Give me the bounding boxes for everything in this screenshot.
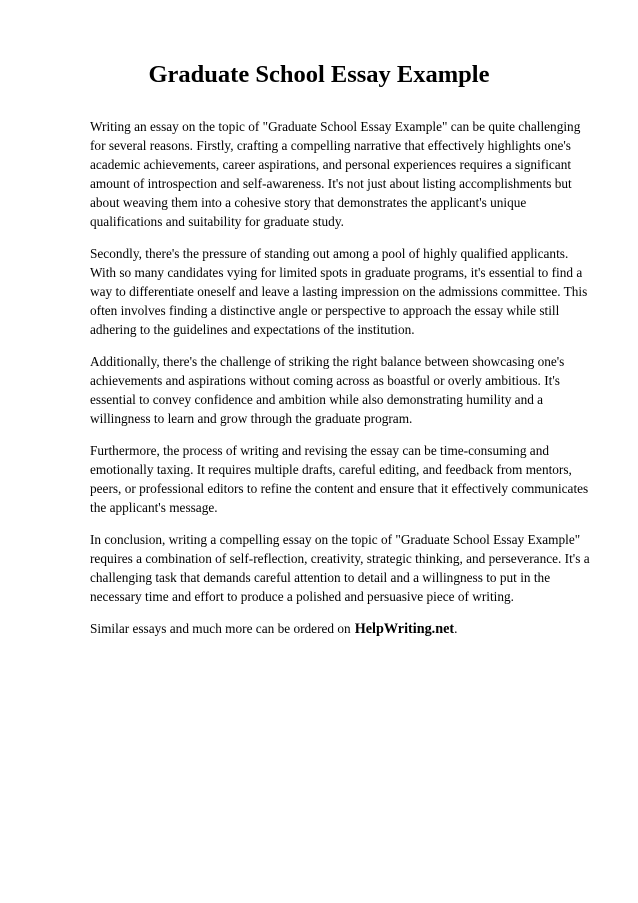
paragraph-intro: Writing an essay on the topic of "Graduate School Essay Example" can be quite challenging for several reasons. Firstly, crafting a compelling narrative that effectively highlights one's academic achievements, career aspirations, and personal experiences requires a significant amount of introspection and self-awareness. It's not just about listing accomplishments but about weaving them into a cohesive story that demonstrates the applicant's unique qualifications and suitability for graduate study. — [90, 119, 581, 229]
closing-text: Similar essays and much more can be ordered on — [90, 621, 351, 636]
document-title: Graduate School Essay Example — [148, 61, 490, 88]
closing-suffix: . — [454, 621, 458, 636]
helpwriting-link[interactable]: HelpWriting.net — [354, 621, 455, 637]
paragraph-revising: Furthermore, the process of writing and revising the essay can be time-consuming and emotionally taxing. It requires multiple drafts, careful editing, and feedback from mentors, peers, or professional editors to refine the content and ensure that it effectively communicates the applicant's message. — [90, 443, 589, 515]
paragraph-standing-out: Secondly, there's the pressure of standing out among a pool of highly qualified applicants. With so many candidates vying for limited spots in graduate programs, it's essential to find a way to differentiate oneself and leave a lasting impression on the admissions committee. This often involves finding a distinctive angle or perspective to approach the essay while still adhering to the guidelines and expectations of the institution. — [90, 246, 588, 337]
paragraph-conclusion: In conclusion, writing a compelling essay on the topic of "Graduate School Essay Example" requires a combination of self-reflection, creativity, strategic thinking, and perseverance. It's a challenging task that demands careful attention to detail and a willingness to put in the necessary time and effort to produce a polished and persuasive piece of writing. — [90, 532, 590, 604]
closing-line — [90, 619, 592, 639]
paragraph-balance: Additionally, there's the challenge of striking the right balance between showcasing one's achievements and aspirations without coming across as boastful or overly ambitious. It's essential to convey confidence and ambition while also demonstrating humility and a willingness to learn and grow through the graduate program. — [90, 354, 565, 426]
